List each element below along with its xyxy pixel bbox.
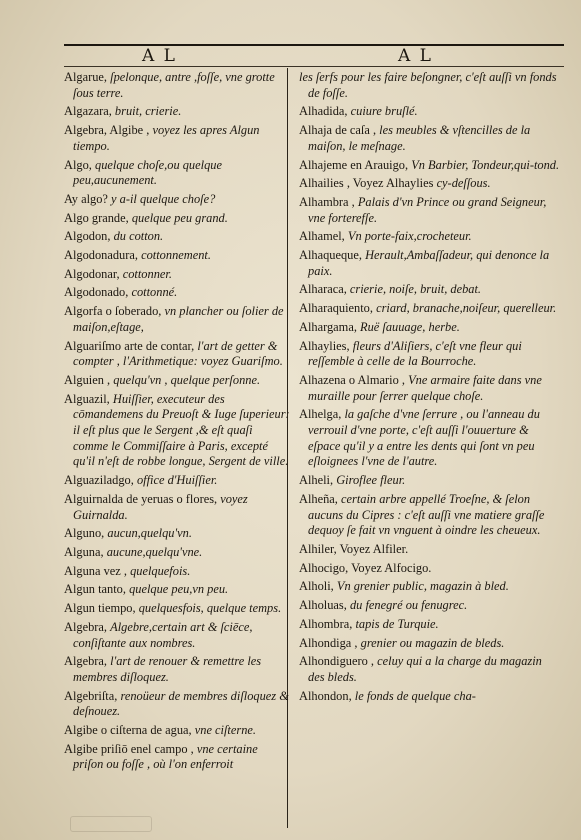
definition: Ruë ſauuage, herbe. [360,319,460,334]
dictionary-entry [299,689,561,705]
definition: vne ciſterne. [194,723,256,738]
headword: Alharaquiento, [299,301,373,316]
headword: Alguazil, [64,391,110,406]
definition: criard, branache,noiſeur, querelleur. [376,301,557,316]
dictionary-entry [64,526,290,542]
headword: Alhocigo, Voyez Alfocigo. [299,560,432,575]
headword: Alguariſmo arte de contar, [64,338,195,353]
definition: quelquefois. [130,563,191,578]
dictionary-entry [64,473,290,489]
definition: du cotton. [113,229,164,244]
headword: Alhajeme en Arauigo, [299,157,409,172]
dictionary-entry [64,545,290,561]
dictionary-entry [64,373,290,389]
right-column [299,70,561,707]
headword: Alhombra, [299,616,353,631]
definition: ſpelonque, antre ,foſſe, vne grotte ſous terre. [73,70,275,100]
definition: quelqu'vn , quelque perſonne. [113,372,261,387]
definition: quelque peu,vn peu. [129,582,229,597]
dictionary-entry [299,195,561,226]
headword: Algebriſta, [64,688,118,703]
headword: Alheña, [299,491,338,506]
headword: Algorfa o ſoberado, [64,304,162,319]
definition: cottonnement. [141,248,211,263]
definition: crierie, noiſe, bruit, debat. [349,282,482,297]
dictionary-entry [64,248,290,264]
headword: Alhiler, Voyez Alfiler. [299,541,409,556]
dictionary-entry [64,392,290,471]
dictionary-entry [299,542,561,558]
dictionary-entry [64,285,290,301]
dictionary-entry [299,229,561,245]
headword: Algo, [64,157,92,172]
definition: cuiure bruſlé. [350,104,418,119]
headword: Algebra, [64,619,108,634]
dictionary-entry [64,70,290,101]
headword: Alguna, [64,544,104,559]
definition: Herault,Ambaſſadeur, qui denonce la paix. [308,248,550,278]
definition: Huiſſier, executeur des cōmandemens du Preuoſt & Iuge ſuperieur: il eſt plus que le Sergent ,& eſt quaſi comme le Commiſſaire à Paris, excepté qu'il n'eſt de robbe longue, Sergent de ville. [73,391,290,469]
dictionary-entry [64,742,290,773]
dictionary-entry [299,654,561,685]
definition: tapis de Turquie. [355,616,439,631]
definition: le fonds de quelque cha- [354,688,476,703]
definition: les ſerfs pour les faire beſongner, c'eſt auſſi vn fonds de foſſe. [299,70,557,100]
definition: fleurs d'Aliſiers, c'eſt vne fleur qui reſſemble à celle de la Bourroche. [308,338,522,369]
dictionary-entry [64,304,290,335]
dictionary-entry [64,723,290,739]
headword: Algibe priſiō enel campo , [64,741,194,756]
headword: Alhambra , [299,194,355,209]
definition: certain arbre appellé Troeſne, & ſelon aucuns du Cipres : c'eſt auſſi vne matiere graſſe dequoy ſe fait vn vnguent à oindre les cheueux. [308,491,545,538]
headword: Alhaja de caſa , [299,123,377,138]
header-rule [64,66,564,67]
dictionary-entry [299,248,561,279]
definition: Palais d'vn Prince ou grand Seigneur, vne forterefſe. [308,194,547,225]
headword: Alguno, [64,526,105,541]
headword: Ay algo? [64,191,108,206]
headword: Alhondon, [299,688,352,703]
headword: Alhaylies, [299,338,350,353]
definition: l'art de renouer & remettre les membres diſloquez. [73,654,262,684]
definition: l'art de getter & compter , l'Arithmetique: voyez Guariſmo. [73,338,283,369]
headword: Algazara, [64,104,112,119]
dictionary-entry [299,70,561,101]
headword: Algun tanto, [64,582,126,597]
headword: Alguaziladgo, [64,473,134,488]
definition: Vn grenier public, magazin à bled. [336,579,509,594]
dictionary-entry [64,267,290,283]
dictionary-entry [299,282,561,298]
dictionary-entry [64,582,290,598]
definition: cottonner. [122,266,172,281]
headword: Alhondiga , [299,635,358,650]
headword: Algibe o ciſterna de agua, [64,723,192,738]
running-head-left: A L [142,46,177,66]
library-stamp [70,816,152,832]
dictionary-entry [299,407,561,470]
running-head-right: A L [398,46,433,66]
headword: Alhamel, [299,229,345,244]
definition: voyez Guirnalda. [73,491,248,522]
headword: Alharaca, [299,282,347,297]
left-column [64,70,290,776]
definition: quelquesfois, quelque temps. [138,601,282,616]
definition: les meubles & vſtencilles de la maiſon, le meſnage. [308,123,531,153]
definition: Vn porte-faix,crocheteur. [347,229,472,244]
definition: quelque peu grand. [131,210,228,225]
dictionary-entry [299,339,561,370]
definition: cottonné. [131,285,178,300]
dictionary-entry [299,473,561,489]
definition: vne certaine priſon ou foſſe , où l'on enferroit [73,741,258,772]
dictionary-entry [64,492,290,523]
headword: Alholuas, [299,598,347,613]
dictionary-entry [64,158,290,189]
headword: Alheli, [299,473,334,488]
headword: Alguien , [64,372,111,387]
dictionary-entry [299,320,561,336]
dictionary-entry [64,601,290,617]
dictionary-entry [64,104,290,120]
dictionary-entry [64,564,290,580]
headword: Alguirnalda de yeruas o flores, [64,491,218,506]
dictionary-entry [299,176,561,192]
dictionary-entry [299,561,561,577]
dictionary-entry [299,636,561,652]
dictionary-entry [299,598,561,614]
dictionary-entry [64,123,290,154]
headword: Alhelga, [299,407,342,422]
headword: Alhaqueque, [299,248,362,263]
definition: quelque choſe,ou quelque peu,aucunement. [73,157,222,188]
headword: Alhazena o Almario , [299,372,405,387]
definition: du fenegré ou fenugrec. [349,598,468,613]
dictionary-entry [299,301,561,317]
dictionary-entry [299,123,561,154]
dictionary-entry [64,620,290,651]
headword: Algarue, [64,70,108,84]
headword: Alholi, [299,579,334,594]
dictionary-entry [299,492,561,539]
dictionary-entry [64,654,290,685]
definition: office d'Huiſſier. [136,473,218,488]
definition: voyez les apres Algun tiempo. [73,123,260,153]
headword: Algebra, [64,654,108,669]
dictionary-entry [64,211,290,227]
headword: Alguna vez , [64,563,127,578]
definition: Giroflee fleur. [336,473,406,488]
definition: bruit, crierie. [114,104,182,119]
headword: Algun tiempo, [64,601,136,616]
dictionary-entry [299,158,561,174]
headword: Alhadida, [299,104,348,119]
dictionary-entry [64,689,290,720]
definition: Vn Barbier, Tondeur,qui-tond. [411,157,560,172]
dictionary-entry [64,192,290,208]
definition: celuy qui a la charge du magazin des bleds. [308,654,542,684]
definition: renoüeur de membres diſloquez & deſnouez. [73,688,289,719]
headword: Algodon, [64,229,111,244]
definition: y a-il quelque choſe? [111,191,216,206]
headword: Algodonar, [64,266,120,281]
headword: Alhargama, [299,319,357,334]
dictionary-entry [299,104,561,120]
definition: cy-deſſous. [436,176,491,191]
headword: Algo grande, [64,210,129,225]
headword: Alhailies , Voyez Alhaylies [299,176,434,191]
dictionary-entry [299,373,561,404]
definition: grenier ou magazin de bleds. [360,635,505,650]
definition: Vne armaire faite dans vne muraille pour ſerrer quelque choſe. [308,372,542,403]
dictionary-entry [64,339,290,370]
definition: Algebre,certain art & ſciēce, conſiſtante aux nombres. [73,619,253,650]
dictionary-entry [64,229,290,245]
definition: aucune,quelqu'vne. [106,544,203,559]
dictionary-entry [299,579,561,595]
headword: Algodonado, [64,285,129,300]
headword: Algodonadura, [64,248,138,263]
definition: la gaſche d'vne ſerrure , ou l'anneau du verrouil d'vne porte, c'eſt auſſi l'ouuerture & eſpace qu'il y a entre les dents qui ſont vn peu eſloignees l'vne de l'autre. [308,407,540,469]
definition: aucun,quelqu'vn. [107,526,192,541]
headword: Algebra, Algibe , [64,123,150,138]
headword: Alhondiguero , [299,654,375,669]
definition: vn plancher ou ſolier de maiſon,eſtage, [73,304,284,334]
top-rule [64,44,564,46]
dictionary-entry [299,617,561,633]
